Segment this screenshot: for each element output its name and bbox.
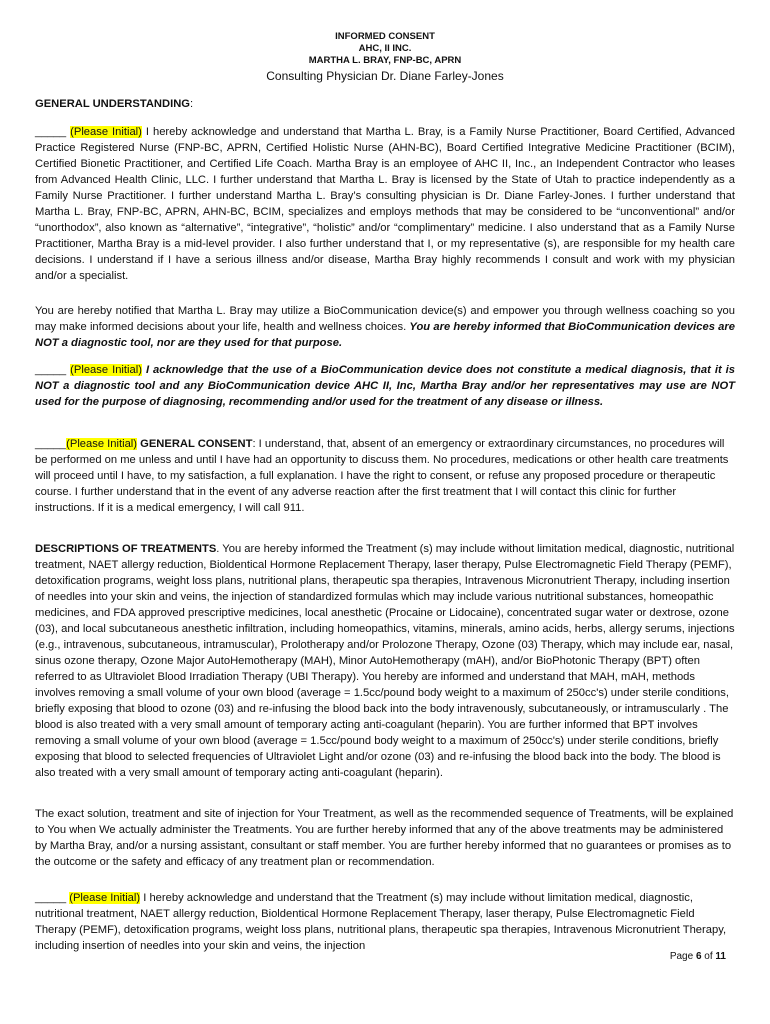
initial-blank[interactable]: _____ <box>35 438 67 450</box>
consulting-physician: Consulting Physician Dr. Diane Farley-Jones <box>266 69 504 83</box>
page-number: Page 6 of 11 <box>669 951 726 962</box>
paragraph-bold-text: I acknowledge that the use of a BioCommunication device does not constitute a medical diagnosis, that it is NOT a diagnostic tool and any BioCommunication device AHC II, Inc, Martha Bray and/or her representatives may use are NOT used for the purpose of diagnosing, recommending and/or used for the treatment of any disease or illness. <box>35 364 736 408</box>
please-initial-label: (Please Initial) <box>66 438 138 450</box>
paragraph-general-consent <box>35 436 735 516</box>
paragraph-biocommunication-acknowledgement <box>35 362 735 410</box>
paragraph-treatment-acknowledgement <box>35 890 735 954</box>
paragraph-text: You are hereby notified that Martha L. Bray may utilize a BioCommunication device(s) and empower you through wellness coaching so you may make informed decisions about your life, health and wellness choices. <box>35 305 735 333</box>
please-initial-label: (Please Initial) <box>69 892 141 904</box>
paragraph-general-understanding <box>35 124 735 284</box>
initial-blank[interactable]: _____ <box>35 892 67 904</box>
current-page: 6 <box>695 951 702 962</box>
please-initial-label: (Please Initial) <box>70 126 142 138</box>
paragraph-text: The exact solution, treatment and site of injection for Your Treatment, as well as the recommended sequence of Treatments, will be explained to You when We actually administer the Treatments. You are further hereby informed that any of the above treatments may be administered by Martha Bray, and/or a nursing assistant, consultant or staff member. You are further hereby informed that no guarantees or promises as to the outcome or the safety and efficacy of any treatment plan or recommendation. <box>35 808 734 868</box>
section-heading: GENERAL UNDERSTANDING <box>35 98 190 110</box>
header-practitioner: MARTHA L. BRAY, FNP-BC, APRN <box>308 55 462 66</box>
section-heading: DESCRIPTIONS OF TREATMENTS <box>35 543 217 555</box>
paragraph-descriptions-of-treatments <box>35 541 735 781</box>
paragraph-exact-solution <box>35 806 735 870</box>
paragraph-text: . You are hereby informed the Treatment (s) may include without limitation medical, diagnostic, nutritional treatment, NAET allergy reduction, Bioldentical Hormone Replacement Therapy, laser therapy, Pulse Electromagnetic Field Therapy (PEMF), detoxification programs, weight loss plans, nutritional plans, therapeutic spa therapies, Intravenous Micronutrient Therapy, including insertion of needles into your skin and veins, the injection of standardized formulas which may include various nutritional substances, homeopathic medicines, and FDA approved prescriptive medicines, local anesthetic (Procaine or Lidocaine), concentrated sugar water or dextrose, ozone (03), and local subcutaneous anesthetic infiltration, including homeopathics, vitamins, minerals, amino acids, herbs, allergy serums, injections (e.g., intravenous, subcutaneous, intramuscular), Prolotherapy and/or Prolozone Therapy, Ozone (03) Therapy, which may include ear, nasal, sinus ozone therapy, Ozone Major AutoHemotherapy (MAH), Minor AutoHemotherapy (mAH), and/or BioPhotonic Therapy (BPT) often referred to as Ultraviolet Blood Irradiation Therapy (UBI Therapy). You hereby are informed and understand that MAH, mAH, methods involves removing a small volume of your own blood (average = 1.5cc/pound body weight to a maximum of 250cc's) under sterile conditions, briefly exposing that blood to ozone (03) and re-infusing the blood back into the body intravenously, subcutaneously, or intramuscularly . The blood is also treated with a very small amount of temporary acting anti-coagulant (heparin). You are further informed that BPT involves removing a small volume of your own blood (average = 1.5cc/pound body weight to a maximum of 250cc's) under sterile conditions, briefly exposing that blood to selected frequencies of Ultraviolet Light and/or ozone (03) and re-infusing the blood back into the body. The blood is also treated with a very small amount of temporary acting anti-coagulant (heparin). <box>35 543 735 779</box>
header-company: AHC, II INC. <box>358 43 412 54</box>
initial-blank[interactable]: _____ <box>35 364 67 376</box>
document-header <box>0 31 770 67</box>
general-understanding-heading: GENERAL UNDERSTANDING: <box>35 98 194 110</box>
paragraph-text: I hereby acknowledge and understand that Martha L. Bray, is a Family Nurse Practitioner, Board Certified, Advanced Practice Registered Nurse (FNP-BC, APRN, Certified Holistic Nurse (AHN-BC), Board Certified Integrative Medicine Practitioner (BCIM), Certified Bionetic Practitioner, and Certified Life Coach. Martha Bray is an employee of AHC II, Inc., an Independent Contractor who leases from Advanced Health Clinic, LLC. I further understand that Martha L. Bray is licensed by the State of Utah to practice independently as a Family Nurse Practitioner. I further understand Martha L. Bray’s consulting physician is Dr. Diane Farley-Jones. I further understand that Martha L. Bray, FNP-BC, APRN, AHN-BC, BCIM, specializes and employs methods that may be considered to be “unconventional” and/or “unorthodox”, also known as “alternative”, “integrative”, “holistic” and/or “complimentary” medicine. I also understand that as a Family Nurse Practitioner, Martha Bray is a mid-level provider. I also further understand that I, or my representative (s), are responsible for my health care decisions. I understand if I have a serious illness and/or disease, Martha Bray highly recommends I consult and work with my physician and/or a specialist. <box>35 126 735 282</box>
initial-blank[interactable]: _____ <box>35 126 67 138</box>
header-title: INFORMED CONSENT <box>335 31 435 42</box>
please-initial-label: (Please Initial) <box>70 364 142 376</box>
paragraph-text: : I understand, that, absent of an emergency or extraordinary circumstances, no procedures will be performed on me unless and until I have had an opportunity to discuss them. No procedures, medications or other health care treatments will proceed until I have, to my satisfaction, a full explanation. I have the right to consent, or refuse any proposed procedure or therapeutic course. I further understand that in the event of any adverse reaction after the first treatment that I will contact this clinic for further instructions. If it is a medical emergency, I will call 911. <box>35 438 729 514</box>
paragraph-bold-text: You are hereby informed that BioCommunication devices are NOT a diagnostic tool, nor are they used for that purpose. <box>35 321 735 349</box>
total-pages: 11 <box>715 951 726 962</box>
paragraph-text: I hereby acknowledge and understand that the Treatment (s) may include without limitation medical, diagnostic, nutritional treatment, NAET allergy reduction, Bioldentical Hormone Replacement Therapy, laser therapy, Pulse Electromagnetic Field Therapy (PEMF), detoxification programs, weight loss plans, nutritional plans, therapeutic spa therapies, Intravenous Micronutrient Therapy, including insertion of needles into your skin and veins, the injection <box>35 892 727 952</box>
paragraph-biocommunication-notice <box>35 303 735 351</box>
section-heading: GENERAL CONSENT <box>137 438 253 450</box>
